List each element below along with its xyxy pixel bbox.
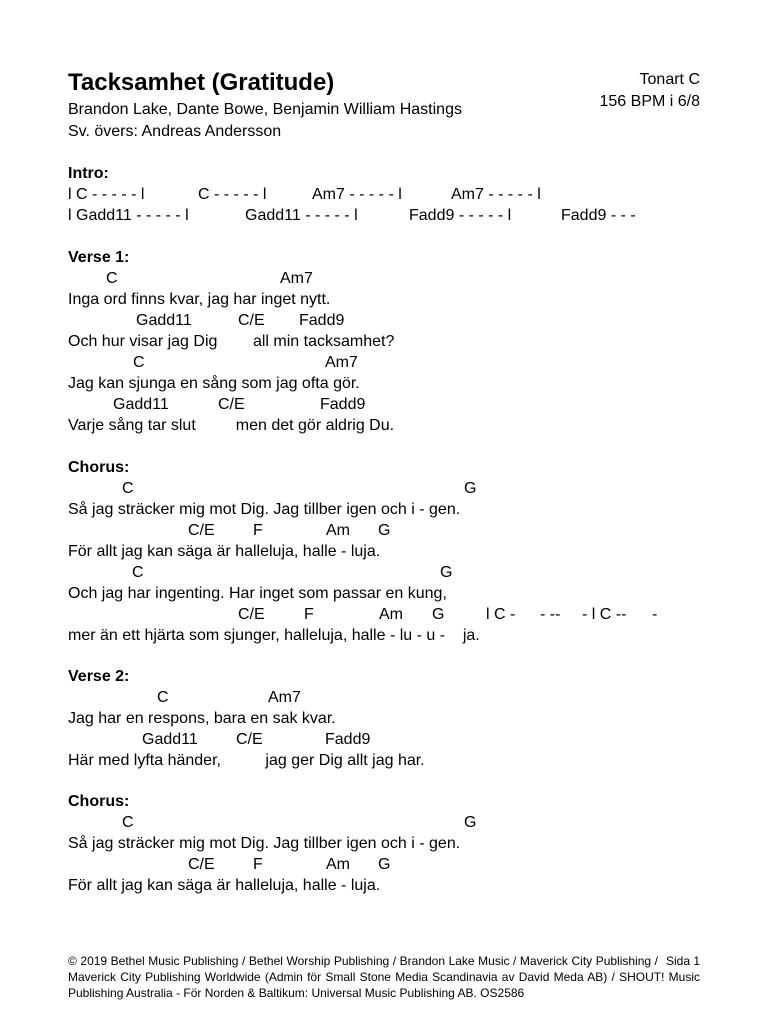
song-tempo: 156 BPM i 6/8 (599, 93, 700, 110)
copyright-text: © 2019 Bethel Music Publishing / Bethel Worship Publishing / Brandon Lake Music / Maverick City Publishing / Maverick City Publishing Worldwide (Admin för Small Stone Media Scandinavia av David Meda AB) / SHOUT! Music Publishing Australia - För Norden & Baltikum: Universal Music Publishing AB. OS2586 (68, 954, 700, 1000)
chord: C (106, 270, 118, 287)
chord: Gadd11 (136, 312, 192, 329)
lyric-line: Och hur visar jag Dig all min tacksamhet? (68, 333, 395, 350)
lyric-line: Inga ord finns kvar, jag har inget nytt. (68, 291, 331, 308)
chord: G (464, 480, 477, 497)
chord: Gadd11 (113, 396, 169, 413)
chord: C/E (188, 522, 215, 539)
chord: C (132, 564, 144, 581)
lyric-line: Jag har en respons, bara en sak kvar. (68, 710, 336, 727)
lyric-line: För allt jag kan säga är halleluja, halle - luja. (68, 543, 381, 560)
chord: - l C -- (582, 606, 627, 623)
intro-bar: Am7 - - - - - l (451, 186, 541, 203)
chord-line (68, 310, 748, 331)
chord: Am (326, 856, 350, 873)
verse-1-label: Verse 1: (68, 249, 130, 266)
chord: l C - (486, 606, 516, 623)
chord: Gadd11 (142, 731, 198, 748)
chord: F (304, 606, 314, 623)
chord-line (68, 604, 748, 625)
chord: G (440, 564, 453, 581)
chord: C/E (238, 312, 265, 329)
chord: Am (326, 522, 350, 539)
chord: Fadd9 (320, 396, 366, 413)
verse-2-label: Verse 2: (68, 668, 130, 685)
chord-line (68, 812, 748, 833)
intro-bar: C - - - - - l (198, 186, 267, 203)
chord: C (122, 814, 134, 831)
chord-line (68, 478, 748, 499)
chord: C (157, 689, 169, 706)
lyric-line: För allt jag kan säga är halleluja, halle - luja. (68, 877, 381, 894)
chord-line (68, 268, 748, 289)
lyric-line: Så jag sträcker mig mot Dig. Jag tillber igen och i - gen. (68, 501, 461, 518)
chord: C (133, 354, 145, 371)
chord: Am7 (325, 354, 358, 371)
chord: F (253, 856, 263, 873)
chord: Am (379, 606, 403, 623)
intro-bar: Fadd9 - - - (561, 207, 636, 224)
chord: G (464, 814, 477, 831)
intro-bar: l C - - - - - l (68, 186, 145, 203)
chord: - -- (540, 606, 561, 623)
copyright-footer (68, 953, 700, 1001)
lyric-line: Jag kan sjunga en sång som jag ofta gör. (68, 375, 360, 392)
chord-line (68, 687, 748, 708)
chord: G (378, 856, 391, 873)
intro-bar: Gadd11 - - - - - l (245, 207, 358, 224)
lyric-line: Varje sång tar slut men det gör aldrig Du. (68, 417, 395, 434)
chord-line (68, 729, 748, 750)
chord-line (68, 352, 748, 373)
translation-credit: Sv. övers: Andreas Andersson (68, 123, 282, 140)
intro-label: Intro: (68, 165, 109, 182)
chord: C/E (236, 731, 263, 748)
chorus-label: Chorus: (68, 793, 130, 810)
chord: Fadd9 (325, 731, 371, 748)
chord: - (652, 606, 658, 623)
chord: F (253, 522, 263, 539)
lyric-line: Och jag har ingenting. Har inget som passar en kung, (68, 585, 447, 602)
chord: G (432, 606, 445, 623)
chord: Am7 (280, 270, 313, 287)
chord: C/E (218, 396, 245, 413)
song-key: Tonart C (639, 71, 700, 88)
chord-line (68, 562, 748, 583)
chord: C (122, 480, 134, 497)
authors: Brandon Lake, Dante Bowe, Benjamin William Hastings (68, 101, 462, 118)
chord-line (68, 394, 748, 415)
lyric-line: Så jag sträcker mig mot Dig. Jag tillber igen och i - gen. (68, 835, 461, 852)
song-title: Tacksamhet (Gratitude) (68, 69, 335, 96)
chord-line (68, 520, 748, 541)
intro-bars-row-2 (68, 205, 748, 226)
chord: C/E (188, 856, 215, 873)
chord: Am7 (268, 689, 301, 706)
chorus-label: Chorus: (68, 459, 130, 476)
intro-bar: l Gadd11 - - - - - l (68, 207, 189, 224)
chord-line (68, 854, 748, 875)
chord: C/E (238, 606, 265, 623)
intro-bars-row-1 (68, 184, 748, 205)
lyric-line: Här med lyfta händer, jag ger Dig allt jag har. (68, 752, 425, 769)
chord: G (378, 522, 391, 539)
page-number: Sida 1 (665, 954, 700, 968)
chord: Fadd9 (299, 312, 345, 329)
lyric-line: mer än ett hjärta som sjunger, halleluja, halle - lu - u - ja. (68, 627, 480, 644)
intro-bar: Am7 - - - - - l (312, 186, 402, 203)
intro-bar: Fadd9 - - - - - l (409, 207, 512, 224)
